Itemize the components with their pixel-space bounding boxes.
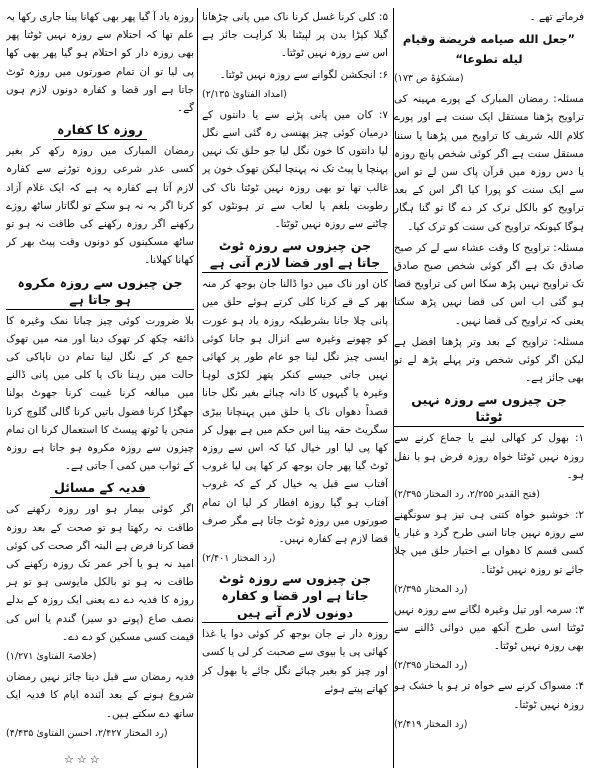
section-heading: جن چیزوں سے روزہ ٹوٹ جاتا ہے اور قضا و کفارہ دونوں لازم آتے ہیں	[202, 570, 388, 623]
reference: (خلاصۃ الفتاویٰ ۱/۲۷۱)	[6, 651, 97, 663]
column-left	[6, 8, 194, 768]
document-page	[4, 4, 586, 772]
paragraph: مسئلہ: تراویح کے بعد وتر پڑھنا افضل ہے لیکن اگر کوئی شخص وتر پہلے پڑھ لے تو بھی جائز ہے۔	[394, 335, 584, 385]
column-right	[394, 8, 584, 768]
paragraph: روزہ یاد آ گیا پھر بھی کھانا پینا جاری رکھا یہ علم تھا کہ احتلام سے روزہ نہیں ٹوٹتا پھر بھی روزہ دار کو احتلام ہو گیا پھر بھی کھا پی لیا تو ان تمام صورتوں میں روزہ ٹوٹ جاتا ہے اور قضا و کفارہ دونوں لازم ہوں گے۔	[6, 11, 194, 115]
paragraph: روزہ دار نے جان بوجھ کر کوئی دوا یا غذا کھائی پی یا بیوی سے صحبت کر لی یا کسی اور چیز کو بغیر چبائے نگل جائے یا بھول کر کھاتے پیتے ہوئے	[202, 628, 388, 695]
paragraph: ۷: کان میں پانی پڑنے سے یا دانتوں کے درمیان کوئی چیز پھنسی رہ گئی اسے نگل لیا دانتوں کا خون نگل لیا جو حلق تک نہیں پہنچا یا پیٹ تک نہ پہنچا لیکن تھوک خون پر غالب تھا تو بھی روزہ نہیں ٹوٹتا ناک کی رطوبت بلغم یا لعاب سے تر ہونٹوں کو چاٹنے سے روزہ نہیں ٹوٹتا۔	[202, 108, 388, 231]
paragraph: ۲: خوشبو خواہ کتنی ہی تیز ہو سونگھنے سے روزہ نہیں جاتا اسی طرح گرد و غبار یا کسی قسم کا دھواں بے اختیار حلق میں چلا جائے تو روزہ نہیں ٹوٹتا۔	[394, 509, 584, 576]
reference: (رد المختار ۲/۳۹۵)	[394, 583, 468, 595]
intro-text: فرماتے تھے ۔	[529, 11, 584, 23]
section-heading: جن چیزوں سے روزہ نہیں ٹوٹتا	[394, 391, 584, 427]
column-middle	[202, 8, 388, 768]
reference: (امداد الفتاویٰ ۲/۱۳۵)	[202, 88, 287, 100]
paragraph: ۶: انجکشن لگوانے سے روزہ نہیں ٹوٹتا۔	[219, 68, 388, 81]
section-heading: فدیہ کے مسائل	[6, 479, 194, 498]
paragraph: مسئلہ: تراویح کا وقت عشاء سے لے کر صبح صادق تک ہے اگر کوئی شخص صبح صادق تک تراویح نہیں پڑھ سکا اس کی تراویح قضا ہو گئی اب اس کی قضا نہیں پڑھ سکتا یعنی کہ تراویح کی قضا نہیں۔	[394, 241, 584, 327]
reference: (فتح القدیر ۲/۲۵۵، رد المختار ۲/۳۹۵)	[394, 489, 540, 501]
section-heading: روزہ کا کفارہ	[6, 121, 194, 140]
paragraph: اگر کوئی بیمار ہو اور روزہ رکھنے کی طاقت نہ رکھتا ہو تو صحت کے بعد روزہ قضا کرنا فرض ہے البتہ اگر صحت کی کوئی امید نہ ہو یا آخر عمر تک روزہ رکھنے کی طاقت نہ ہو تو بالکل مایوسی ہو تو ہر روزہ کا فدیہ دے دے یعنی ایک روزہ کے بدلے نصف صاع (پونے دو سیر) گندم یا اس کی قیمت کسی مسکین کو دے دے۔	[6, 503, 194, 643]
section-heading: جن چیزوں سے روزہ مکروہ ہو جاتا ہے	[6, 274, 194, 310]
reference: (رد المختار ۲/۴۱۹)	[394, 718, 468, 730]
paragraph: ۳: سرمہ اور تیل وغیرہ لگانے سے روزہ نہیں ٹوٹتا اسی طرح آنکھ میں دوائی ڈالنے سے بھی روزہ نہیں ٹوٹتا۔	[394, 603, 584, 653]
paragraph: ۵: کلی کرنا غسل کرنا ناک میں پانی چڑھانا گیلا کپڑا بدن پر لپیٹنا بلا کراہت جائز ہے اس سے روزہ نہیں ٹوٹتا۔	[202, 11, 388, 60]
paragraph: رمضان المبارک میں روزہ رکھ کر بغیر کسی عذر شرعی روزہ توڑنے سے کفارہ لازم آتا ہے کفارہ یہ ہے کہ ایک غلام آزاد کرنا اگر یہ نہ ہو سکے تو لگاتار ساٹھ روزے رکھنے اگر روزہ رکھنے کی طاقت نہ ہو تو ساٹھ مسکینوں کو دونوں وقت پیٹ بھر کر کھانا کھلانا۔	[6, 145, 194, 267]
reference: (رد المختار ۲/۳۹۵)	[394, 660, 468, 672]
hadith-reference: (مشکوٰۃ ص ۱۷۳)	[394, 73, 464, 85]
paragraph: کان اور ناک میں دوا ڈالنا جان بوجھ کر منہ بھر کے قے کرنا کلی کرتے ہوئے حلق میں پانی چلا جانا بشرطیکہ روزہ یاد ہو عورت کو چھونے وغیرہ سے انزال ہو جانا کوئی ایسی چیز نگل لینا جو عام طور پر کھائی نہیں جاتی جیسے کنکر پتھر لکڑی لوہا وغیرہ یا گیہوں کا دانہ چبائے بغیر نگل جانا قصداً دھواں ناک یا حلق میں پہنچانا بیڑی سگریٹ حقہ پینا اس حکم میں ہے بھول کر کھا پی لیا اور خیال کیا کہ اس سے روزہ ٹوٹ گیا پھر جان بوجھ کر کھا پی لیا غروب آفتاب سے قبل یہ خیال کر کے کہ غروب آفتاب ہو گیا روزہ افطار کر لیا ان تمام صورتوں میں روزہ ٹوٹ جاتا ہے مگر صرف قضا لازم ہے کفارہ نہیں۔	[202, 278, 388, 546]
paragraph: ۴: مسواک کرنے سے خواہ تر ہو یا خشک ہو روزہ نہیں ٹوٹتا۔	[394, 680, 584, 711]
paragraph: مسئلہ: رمضان المبارک کے پورے مہینہ کی تراویح پڑھنا مستقل ایک سنت ہے اور پورے کلام اللہ شریف کا تراویح میں پڑھنا یا سننا مستقل سنت ہے اگر کوئی شخص پانچ روزہ یا دس روزہ میں قرآن پاک سن لے تو اس سے ایک سنت کو پورا کیا اگر اس کے بعد تراویح کو بالکل ترک کر دے گا تو گنا ہگار ہوگا کیونکہ تراویح کی سنت کو ترک کیا۔	[394, 93, 584, 233]
column-rule-left	[197, 8, 198, 768]
arabic-hadith: ”جعل الله صيامه فريضة وقيام ليله تطوعا“	[402, 32, 576, 67]
paragraph: بلا ضرورت کوئی چیز چبانا نمک وغیرہ کا ذائقہ چکھ کر تھوک دینا اور منہ میں تھوک جمع کر کے نگل لینا تمام دن ناپاکی کی حالت میں رہنا ناک یا کلی میں پانی ڈالنے میں مبالغہ کرنا غیبت کرنا جھوٹ بولنا جھگڑا کرنا فضول باتیں کرنا گالی گلوچ کرنا منجن یا ٹوتھ پیسٹ کا استعمال کرنا ان تمام چیزوں سے روزہ مکروہ ہو جاتا ہے روزہ کے ثواب میں کمی آ جاتی ہے۔	[6, 314, 194, 473]
footer-stars: ☆☆☆	[64, 753, 103, 766]
reference: (رد المختار ۲/۴۲۷، احسن الفتاویٰ ۴/۴۳۵)	[6, 727, 168, 739]
paragraph: ۱: بھول کر کھالی لینے یا جماع کرنے سے روزہ نہیں ٹوٹتا خواہ روزہ فرض ہو یا نفل ہو۔	[394, 432, 584, 481]
section-heading: جن چیزوں سے روزہ ٹوٹ جاتا ہے اور قضا لازم آتی ہے	[202, 237, 388, 273]
paragraph: فدیہ رمضان سے قبل دینا جائز نہیں رمضان شروع ہونے کے بعد آئندہ ایام کا فدیہ ایک ساتھ دے سکتے ہیں۔	[6, 671, 194, 720]
reference: (رد المختار ۲/۴۰۱)	[202, 553, 276, 565]
